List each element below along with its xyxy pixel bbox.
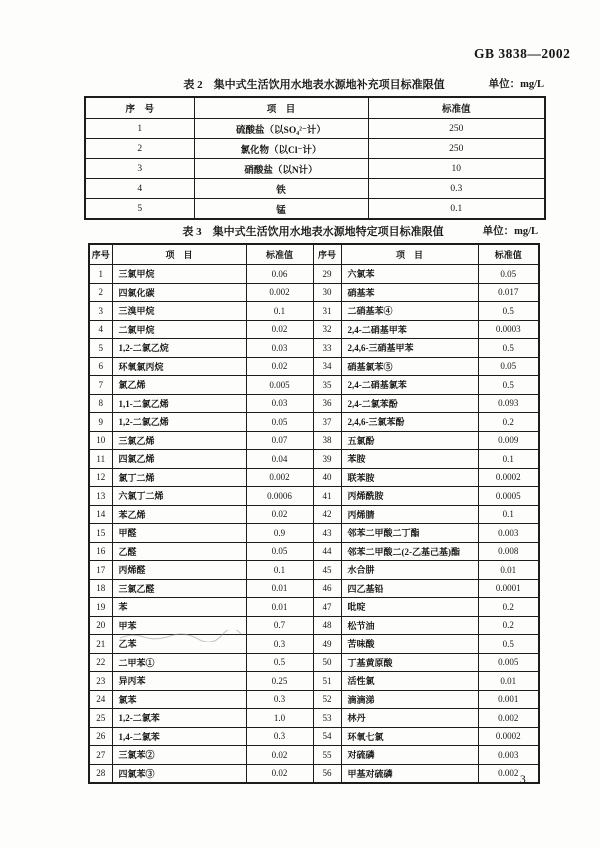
row-value: 0.02: [246, 357, 313, 376]
row-value: 0.05: [478, 265, 539, 284]
row-value: 0.001: [478, 690, 539, 709]
row-value: 0.1: [368, 199, 545, 220]
row-item: 1,2-二氯乙烷: [112, 339, 246, 358]
row-item: 氯乙烯: [112, 376, 246, 395]
row-value: 0.25: [246, 672, 313, 691]
row-no: 35: [313, 376, 341, 395]
row-no: 52: [313, 690, 341, 709]
row-item: 活性氯: [341, 672, 478, 691]
row-value: 0.01: [246, 598, 313, 617]
row-no: 28: [89, 764, 112, 783]
row-value: 0.07: [246, 431, 313, 450]
row-no: 45: [313, 561, 341, 580]
row-value: 250: [368, 139, 545, 159]
table-row: [85, 159, 545, 179]
row-item: 硝酸盐（以N计）: [194, 159, 368, 179]
row-no: 33: [313, 339, 341, 358]
row-no: 1: [85, 119, 194, 139]
row-value: 0.02: [246, 320, 313, 339]
row-no: 43: [313, 524, 341, 543]
row-no: 24: [89, 690, 112, 709]
row-value: 0.0002: [478, 468, 539, 487]
specific-items-table: [88, 243, 540, 784]
supplementary-items-table: [84, 96, 546, 220]
table-row: [85, 179, 545, 199]
row-no: 55: [313, 746, 341, 765]
header-value-left: 标准值: [246, 244, 313, 265]
header-value-right: 标准值: [478, 244, 539, 265]
row-value: 0.02: [246, 764, 313, 783]
row-value: 0.2: [478, 413, 539, 432]
row-item: 二氯甲烷: [112, 320, 246, 339]
row-no: 19: [89, 598, 112, 617]
row-value: 0.3: [246, 727, 313, 746]
row-value: 0.002: [246, 468, 313, 487]
table2-title: 表 2 集中式生活饮用水地表水源地补充项目标准限值: [183, 79, 445, 91]
row-no: 29: [313, 265, 341, 284]
row-no: 18: [89, 579, 112, 598]
row-value: 0.0001: [478, 579, 539, 598]
row-item: 2,4,6-三氯苯酚: [341, 413, 478, 432]
row-no: 4: [85, 179, 194, 199]
row-item: 三溴甲烷: [112, 302, 246, 321]
row-item: 对硫磷: [341, 746, 478, 765]
row-item: 邻苯二甲酸二丁酯: [341, 524, 478, 543]
row-no: 17: [89, 561, 112, 580]
table-row: [89, 598, 539, 617]
row-no: 54: [313, 727, 341, 746]
row-no: 47: [313, 598, 341, 617]
row-value: 0.04: [246, 450, 313, 469]
row-no: 26: [89, 727, 112, 746]
row-value: 0.0006: [246, 487, 313, 506]
table-row: [89, 431, 539, 450]
table-row: [89, 394, 539, 413]
row-no: 34: [313, 357, 341, 376]
table-row: [89, 376, 539, 395]
table-row: [89, 764, 539, 783]
row-value: 0.003: [478, 746, 539, 765]
row-value: 0.003: [478, 524, 539, 543]
row-no: 11: [89, 450, 112, 469]
row-value: 0.0005: [478, 487, 539, 506]
row-value: 0.06: [246, 265, 313, 284]
row-no: 50: [313, 653, 341, 672]
row-item: 乙苯: [112, 635, 246, 654]
row-no: 36: [313, 394, 341, 413]
row-item: 氯化物（以Cl⁻计）: [194, 139, 368, 159]
row-no: 25: [89, 709, 112, 728]
table-row: [89, 450, 539, 469]
header-no-right: 序号: [313, 244, 341, 265]
table2-caption: [84, 76, 544, 92]
row-value: 0.002: [478, 764, 539, 783]
row-no: 10: [89, 431, 112, 450]
row-value: 0.05: [478, 357, 539, 376]
row-no: 22: [89, 653, 112, 672]
row-value: 0.02: [246, 505, 313, 524]
row-no: 37: [313, 413, 341, 432]
header-item-left: 项 目: [112, 244, 246, 265]
row-value: 0.9: [246, 524, 313, 543]
table-row: [89, 505, 539, 524]
row-item: 环氧氯丙烷: [112, 357, 246, 376]
row-value: 250: [368, 119, 545, 139]
table-row: [89, 653, 539, 672]
row-no: 20: [89, 616, 112, 635]
row-no: 21: [89, 635, 112, 654]
row-value: 0.5: [478, 339, 539, 358]
row-value: 0.1: [246, 302, 313, 321]
row-item: 氯苯: [112, 690, 246, 709]
row-item: 氯丁二烯: [112, 468, 246, 487]
row-item: 吡啶: [341, 598, 478, 617]
row-value: 0.01: [478, 672, 539, 691]
row-no: 41: [313, 487, 341, 506]
table2-unit: 单位：mg/L: [488, 79, 544, 90]
row-item: 甲苯: [112, 616, 246, 635]
row-item: 2,4-二硝基氯苯: [341, 376, 478, 395]
row-value: 10: [368, 159, 545, 179]
row-item: 甲基对硫磷: [341, 764, 478, 783]
row-item: 甲醛: [112, 524, 246, 543]
row-no: 2: [89, 283, 112, 302]
row-item: 1,2-二氯苯: [112, 709, 246, 728]
row-item: 锰: [194, 199, 368, 220]
row-no: 32: [313, 320, 341, 339]
row-no: 7: [89, 376, 112, 395]
row-no: 48: [313, 616, 341, 635]
row-value: 0.7: [246, 616, 313, 635]
row-item: 苯: [112, 598, 246, 617]
row-item: 铁: [194, 179, 368, 199]
row-no: 39: [313, 450, 341, 469]
table-header-row: [89, 244, 539, 265]
row-no: 9: [89, 413, 112, 432]
row-value: 0.2: [478, 616, 539, 635]
row-value: 0.5: [478, 635, 539, 654]
row-item: 滴滴涕: [341, 690, 478, 709]
table-row: [85, 199, 545, 220]
row-no: 53: [313, 709, 341, 728]
row-no: 16: [89, 542, 112, 561]
row-item: 苯乙烯: [112, 505, 246, 524]
row-item: 2,4-二硝基甲苯: [341, 320, 478, 339]
header-no-left: 序号: [89, 244, 112, 265]
row-item: 环氧七氯: [341, 727, 478, 746]
table-row: [89, 524, 539, 543]
row-item: 异丙苯: [112, 672, 246, 691]
row-item: 2,4,6-三硝基甲苯: [341, 339, 478, 358]
row-item: 水合肼: [341, 561, 478, 580]
row-item: 联苯胺: [341, 468, 478, 487]
row-no: 13: [89, 487, 112, 506]
row-no: 15: [89, 524, 112, 543]
row-no: 1: [89, 265, 112, 284]
table-row: [89, 413, 539, 432]
row-no: 23: [89, 672, 112, 691]
row-item: 松节油: [341, 616, 478, 635]
row-no: 12: [89, 468, 112, 487]
row-no: 40: [313, 468, 341, 487]
row-no: 4: [89, 320, 112, 339]
row-item: 林丹: [341, 709, 478, 728]
row-item: 三氯乙烯: [112, 431, 246, 450]
header-value: 标准值: [368, 97, 545, 119]
table-row: [89, 339, 539, 358]
row-value: 0.5: [478, 376, 539, 395]
header-item-right: 项 目: [341, 244, 478, 265]
row-value: 0.02: [246, 746, 313, 765]
table-row: [89, 561, 539, 580]
row-item: 三氯苯②: [112, 746, 246, 765]
table-row: [85, 139, 545, 159]
row-no: 5: [89, 339, 112, 358]
table-row: [85, 119, 545, 139]
table3-title: 表 3 集中式生活饮用水地表水源地特定项目标准限值: [182, 226, 444, 238]
table-row: [89, 357, 539, 376]
table-row: [89, 468, 539, 487]
row-value: 0.005: [246, 376, 313, 395]
table-row: [89, 320, 539, 339]
row-value: 0.1: [478, 505, 539, 524]
row-no: 30: [313, 283, 341, 302]
table-row: [89, 302, 539, 321]
row-no: 27: [89, 746, 112, 765]
row-value: 0.002: [478, 709, 539, 728]
table-row: [89, 672, 539, 691]
row-item: 丙烯醛: [112, 561, 246, 580]
row-value: 0.3: [246, 635, 313, 654]
row-value: 0.3: [368, 179, 545, 199]
table3-unit: 单位：mg/L: [482, 226, 538, 237]
row-item: 乙醛: [112, 542, 246, 561]
table-row: [89, 746, 539, 765]
row-value: 0.5: [478, 302, 539, 321]
table-row: [89, 690, 539, 709]
row-value: 0.2: [478, 598, 539, 617]
row-value: 0.01: [478, 561, 539, 580]
row-item: 1,1-二氯乙烯: [112, 394, 246, 413]
row-no: 42: [313, 505, 341, 524]
row-item: 丙烯腈: [341, 505, 478, 524]
row-item: 六氯苯: [341, 265, 478, 284]
row-item: 硝基苯: [341, 283, 478, 302]
row-item: 1,4-二氯苯: [112, 727, 246, 746]
row-item: 苦味酸: [341, 635, 478, 654]
row-no: 51: [313, 672, 341, 691]
pencil-scribble-mark: [118, 630, 243, 642]
row-item: 硫酸盐（以SO₄²⁻计）: [194, 119, 368, 139]
row-item: 三氯乙醛: [112, 579, 246, 598]
row-value: 0.005: [478, 653, 539, 672]
row-value: 0.05: [246, 542, 313, 561]
row-item: 六氯丁二烯: [112, 487, 246, 506]
table-row: [89, 283, 539, 302]
row-no: 46: [313, 579, 341, 598]
row-item: 四乙基铅: [341, 579, 478, 598]
row-no: 49: [313, 635, 341, 654]
row-value: 1.0: [246, 709, 313, 728]
table-row: [89, 579, 539, 598]
row-no: 5: [85, 199, 194, 220]
row-value: 0.03: [246, 394, 313, 413]
row-value: 0.03: [246, 339, 313, 358]
row-item: 四氯乙烯: [112, 450, 246, 469]
table-row: [89, 265, 539, 284]
table-row: [89, 542, 539, 561]
row-no: 2: [85, 139, 194, 159]
row-no: 8: [89, 394, 112, 413]
table-row: [89, 487, 539, 506]
row-item: 邻苯二甲酸二(2-乙基己基)酯: [341, 542, 478, 561]
row-item: 二甲苯①: [112, 653, 246, 672]
row-value: 0.0003: [478, 320, 539, 339]
row-value: 0.002: [246, 283, 313, 302]
row-item: 硝基氯苯⑤: [341, 357, 478, 376]
row-item: 丙烯酰胺: [341, 487, 478, 506]
row-no: 44: [313, 542, 341, 561]
row-value: 0.5: [246, 653, 313, 672]
row-no: 56: [313, 764, 341, 783]
row-item: 四氯化碳: [112, 283, 246, 302]
row-value: 0.093: [478, 394, 539, 413]
row-value: 0.1: [246, 561, 313, 580]
header-no: 序 号: [85, 97, 194, 119]
row-item: 1,2-二氯乙烯: [112, 413, 246, 432]
row-value: 0.008: [478, 542, 539, 561]
table-row: [89, 709, 539, 728]
row-item: 苯胺: [341, 450, 478, 469]
row-value: 0.017: [478, 283, 539, 302]
row-value: 0.01: [246, 579, 313, 598]
row-no: 14: [89, 505, 112, 524]
row-value: 0.1: [478, 450, 539, 469]
row-item: 三氯甲烷: [112, 265, 246, 284]
row-no: 6: [89, 357, 112, 376]
row-no: 3: [89, 302, 112, 321]
row-item: 二硝基苯④: [341, 302, 478, 321]
row-item: 五氯酚: [341, 431, 478, 450]
table-header-row: [85, 97, 545, 119]
row-value: 0.0002: [478, 727, 539, 746]
table-row: [89, 727, 539, 746]
row-value: 0.009: [478, 431, 539, 450]
standard-code: GB 3838—2002: [474, 46, 571, 61]
row-item: 丁基黄原酸: [341, 653, 478, 672]
header-item: 项 目: [194, 97, 368, 119]
row-item: 2,4-二氯苯酚: [341, 394, 478, 413]
row-no: 38: [313, 431, 341, 450]
row-value: 0.3: [246, 690, 313, 709]
table3-caption: [88, 223, 538, 239]
page-number: 3: [520, 774, 526, 786]
row-value: 0.05: [246, 413, 313, 432]
row-no: 3: [85, 159, 194, 179]
row-item: 四氯苯③: [112, 764, 246, 783]
row-no: 31: [313, 302, 341, 321]
